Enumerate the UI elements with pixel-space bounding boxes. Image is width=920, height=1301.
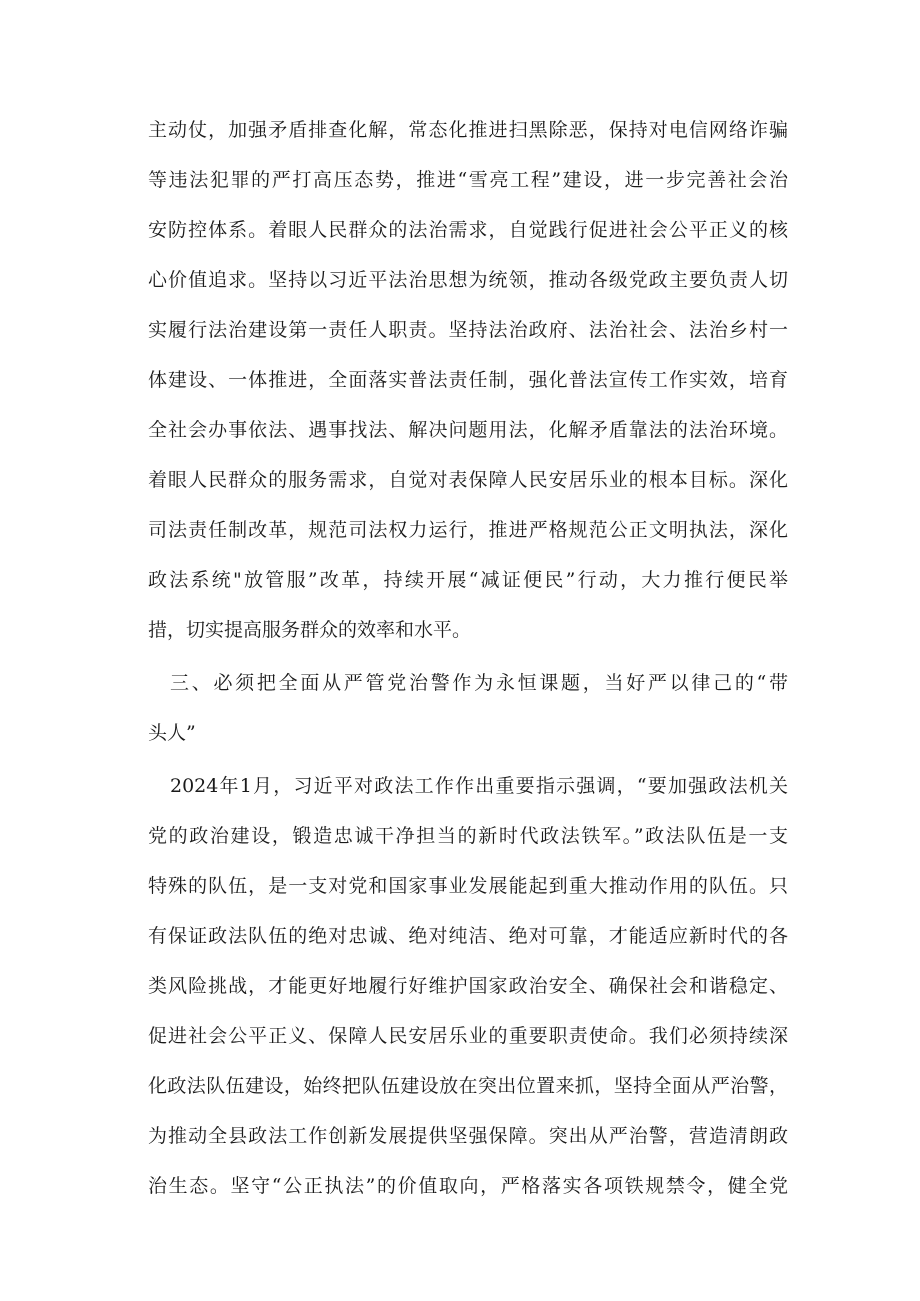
paragraph-line: 类风险挑战，才能更好地履行好维护国家政治安全、确保社会和谐稳定、	[148, 975, 788, 997]
paragraph-line: 有保证政法队伍的绝对忠诚、绝对纯洁、绝对可靠，才能适应新时代的各	[148, 925, 788, 947]
paragraph-line: 化政法队伍建设，始终把队伍建设放在突出位置来抓，坚持全面从严治警，	[148, 1075, 788, 1097]
paragraph-line: 安防控体系。着眼人民群众的法治需求，自觉践行促进社会公平正义的核	[148, 219, 788, 241]
paragraph-line: 措，切实提高服务群众的效率和水平。	[148, 619, 472, 641]
heading-line: 三、必须把全面从严管党治警作为永恒课题，当好严以律己的“带	[170, 672, 788, 694]
heading-line: 头人”	[148, 722, 196, 744]
paragraph-line: 着眼人民群众的服务需求，自觉对表保障人民安居乐业的根本目标。深化	[148, 469, 788, 491]
paragraph-line: 心价值追求。坚持以习近平法治思想为统领，推动各级党政主要负责人切	[148, 269, 788, 291]
paragraph-line: 特殊的队伍，是一支对党和国家事业发展能起到重大推动作用的队伍。只	[148, 875, 788, 897]
paragraph-line: 主动仗，加强矛盾排查化解，常态化推进扫黑除恶，保持对电信网络诈骗	[148, 119, 788, 141]
paragraph-line: 促进社会公平正义、保障人民安居乐业的重要职责使命。我们必须持续深	[148, 1025, 788, 1047]
paragraph-line: 等违法犯罪的严打高压态势，推进“雪亮工程”建设，进一步完善社会治	[148, 169, 788, 191]
paragraph-line: 为推动全县政法工作创新发展提供坚强保障。突出从严治警，营造清朗政	[148, 1125, 788, 1147]
paragraph-line: 全社会办事依法、遇事找法、解决问题用法，化解矛盾靠法的法治环境。	[148, 419, 788, 441]
paragraph-line: 实履行法治建设第一责任人职责。坚持法治政府、法治社会、法治乡村一	[148, 319, 788, 341]
paragraph-line: 政法系统"放管服”改革，持续开展“减证便民”行动，大力推行便民举	[148, 569, 788, 591]
paragraph-line: 2024年1月，习近平对政法工作作出重要指示强调，“要加强政法机关	[170, 775, 788, 797]
paragraph-line: 司法责任制改革，规范司法权力运行，推进严格规范公正文明执法，深化	[148, 519, 788, 541]
paragraph-line: 体建设、一体推进，全面落实普法责任制，强化普法宣传工作实效，培育	[148, 369, 788, 391]
paragraph-line: 党的政治建设，锻造忠诚干净担当的新时代政法铁军。”政法队伍是一支	[148, 825, 788, 847]
paragraph-line: 治生态。坚守“公正执法”的价值取向，严格落实各项铁规禁令，健全党	[148, 1175, 788, 1197]
